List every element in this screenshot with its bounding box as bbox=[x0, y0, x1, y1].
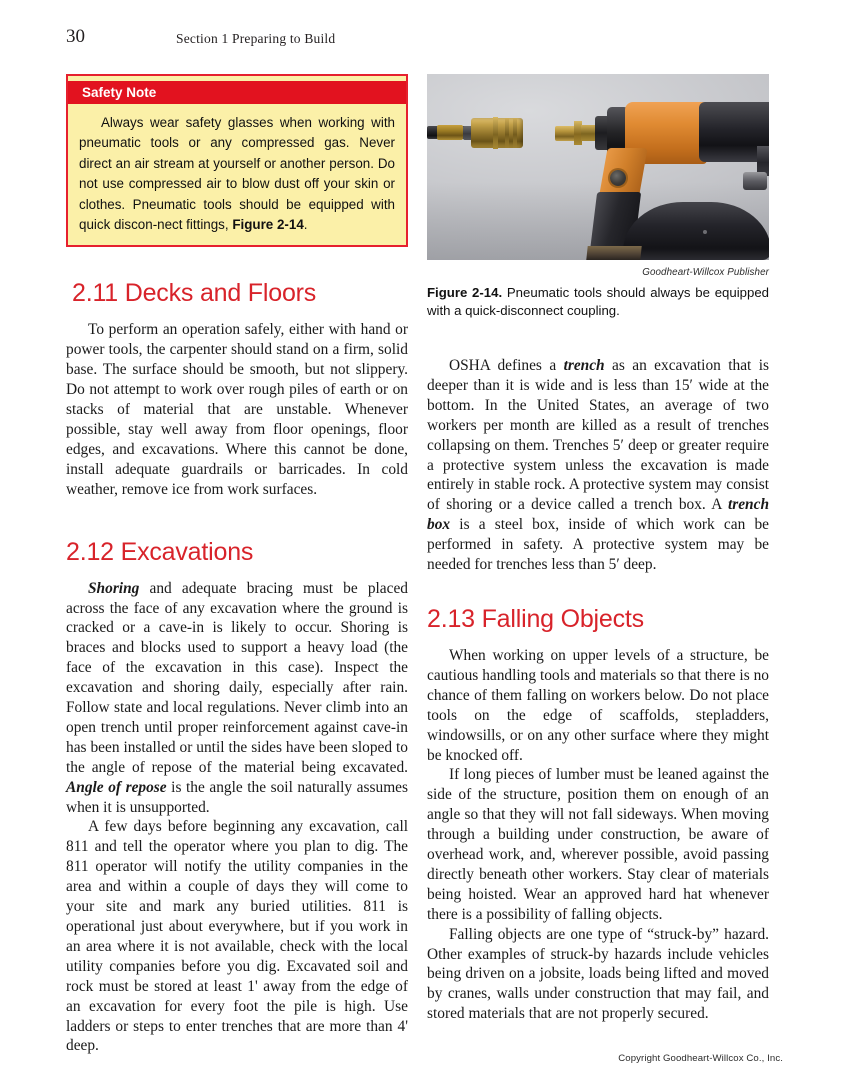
safety-note-text: Always wear safety glasses when working with pneumatic tools or any compressed gas. Never direct an air stream at yourself or another person. Do not use compressed air to blow dust off your skin or clothes. Pneumatic tools should be equipped with quick discon-nect fittings, bbox=[79, 115, 395, 233]
paragraph-falling-1: When working on upper levels of a structure, be cautious handling tools and materials so that there is no chance of them falling on workers below. Do not place tools on the edge of scaffolds, stepladders, windowsills, or on any other surface where they might be knocked off. bbox=[427, 646, 769, 764]
paragraph-excavations-2: A few days before beginning any excavation, call 811 and tell the operator where you plan to dig. The 811 operator will notify the utility companies in the area and within a couple of days they will come to your site and mark any buried utilities. 811 is operational just about everywhere, but if you work in an area where it is not available, check with the local utility companies before you dig. Excavated soil and rock must be stored at least 1' away from the edge of an excavation for every foot the pile is high. Use ladders or steps to enter trenches that are more than 4' deep. bbox=[66, 818, 408, 1055]
figure-caption bbox=[427, 284, 769, 320]
safety-note-text-tail: . bbox=[303, 217, 308, 233]
left-column bbox=[66, 74, 408, 1056]
section-heading-2-13: 2.13 Falling Objects bbox=[427, 604, 644, 633]
safety-note-title: Safety Note bbox=[68, 81, 406, 104]
hose-ferrule bbox=[437, 125, 463, 140]
running-head bbox=[66, 26, 766, 50]
magazine-highlight bbox=[703, 230, 707, 234]
figure-caption-label: Figure 2-14. bbox=[427, 285, 503, 300]
term-angle-of-repose: Angle of repose bbox=[66, 778, 167, 796]
safety-note-box bbox=[66, 74, 408, 247]
section-heading-2-11: 2.11 Decks and Floors bbox=[72, 279, 317, 308]
paragraph-decks-1: To perform an operation safely, either with hand or power tools, the carpenter should stand on a firm, solid base. The surface should be smooth, but not slippery. Do not attempt to work over rough piles of earth or on stacks of material that are unstable. Whenever possible, stay well away from floor openings, floor edges, and excavations. Where this cannot be done, install adequate guardrails or barricades. In cold weather, remove ice from work surfaces. bbox=[66, 321, 408, 498]
figure-credit: Goodheart-Willcox Publisher bbox=[642, 267, 769, 278]
paragraph-excavations-3: OSHA defines a trench as an excavation that is deeper than it is wide and is less than 15′ wide at the bottom. In the United States, an average of two workers per month are killed as a result of trenches collapsing on them. Trenches 5′ deep or greater require a protective system unless the excavation is made entirely in stable rock. A protective system may consist of shoring or a device called a trench box. A trench box is a steel box, inside of which work can be performed in safety. A protective system may be needed for trenches less than 5′ deep. bbox=[427, 357, 769, 574]
page-number: 30 bbox=[66, 26, 85, 47]
section-heading-2-12: 2.12 Excavations bbox=[66, 537, 254, 566]
figure-2-14 bbox=[427, 74, 769, 320]
right-column bbox=[427, 74, 769, 1024]
nailer-nose-plate bbox=[586, 246, 641, 260]
footer-copyright: Copyright Goodheart-Willcox Co., Inc. bbox=[618, 1053, 783, 1064]
nailer-arm-bolt bbox=[610, 170, 626, 186]
safety-note-figure-reference: Figure 2-14 bbox=[232, 217, 304, 233]
term-shoring: Shoring bbox=[88, 579, 140, 597]
figure-photo-pneumatic-tool bbox=[427, 74, 769, 260]
term-trench-box: trench box bbox=[427, 496, 769, 534]
coupler-ring-1 bbox=[493, 117, 498, 149]
safety-note-body bbox=[68, 104, 406, 245]
term-trench: trench bbox=[563, 357, 605, 374]
nailer-trigger bbox=[743, 172, 767, 190]
coupler-ring-3 bbox=[513, 118, 517, 148]
paragraph-excavations-1: Shoring and adequate bracing must be placed across the face of any excavation where the ground is cracked or a cave-in is likely to occur. Shoring is braces and blocks used to support a heavy load (the face of the excavation in this case). Inspect the excavation and shoring daily, especially after rain. Follow state and local regulations. Never climb into an open trench until proper reinforcement against cave-in has been installed or until the sides have been sloped to the angle of repose of the material being excavated. Angle of repose is the angle the soil naturally assumes when it is unsupported. bbox=[66, 579, 408, 816]
figure-caption-text: Pneumatic tools should always be equipped with a quick-disconnect coupling. bbox=[427, 285, 769, 318]
paragraph-falling-2: If long pieces of lumber must be leaned against the side of the structure, position them on enough of an angle so that they will not fall sideways. When moving through a building under construction, be aware of overhead work, and, wherever possible, avoid passing directly beneath other workers. Stay clear of materials being hoisted. Wear an approved hard hat whenever there is a possibility of falling objects. bbox=[427, 766, 769, 923]
paragraph-falling-3: Falling objects are one type of “struck-by” hazard. Other examples of struck-by hazards include vehicles being driven on a jobsite, loads being lifted and moved by cranes, walls under construction that may fail, and stored materials that are not properly secured. bbox=[427, 925, 769, 1023]
running-head-section-title: Section 1 Preparing to Build bbox=[176, 31, 336, 46]
coupler-ring-2 bbox=[505, 118, 509, 148]
